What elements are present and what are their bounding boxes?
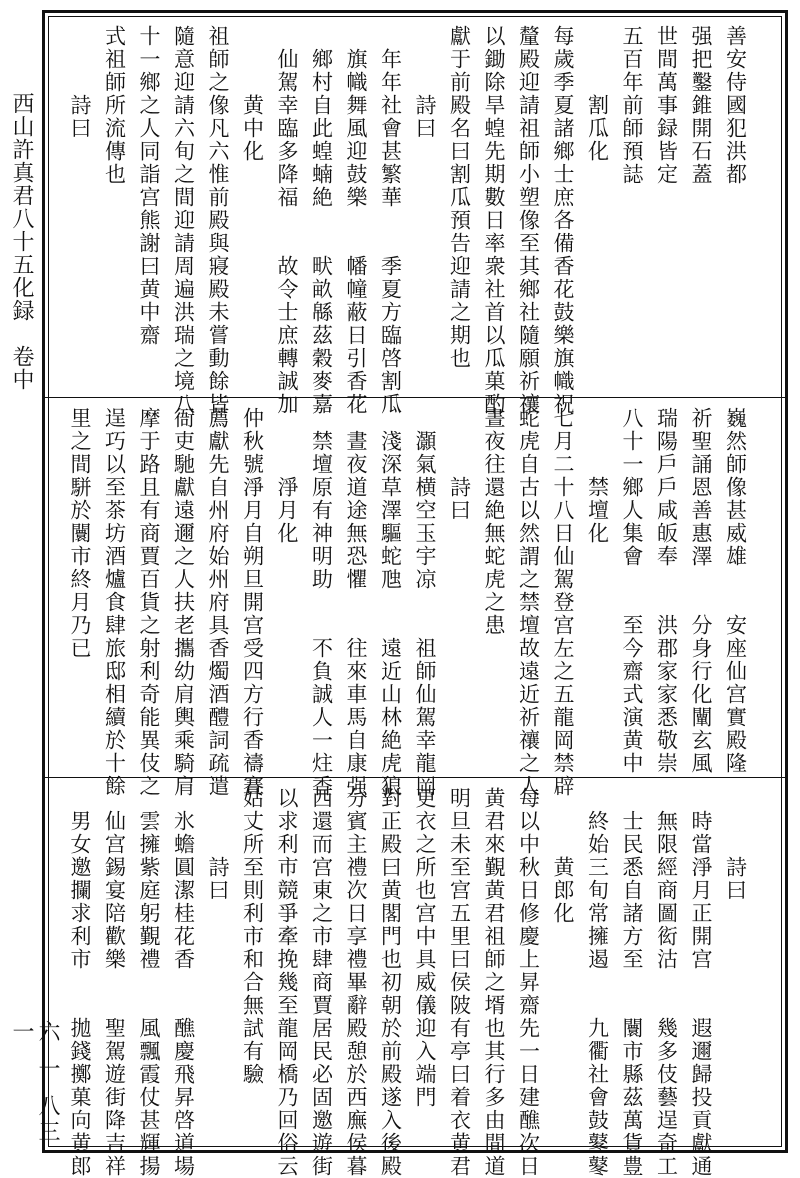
text-column: 善安侍國犯洪都 [723,25,748,186]
text-column: 以鋤除旱蝗先期數日率衆社首以瓜菓酌 [482,25,506,416]
text-column: 淨月化 [275,407,299,545]
text-column: 士民悉自諸方至 闤市縣茲萬貨豊 [620,787,644,1178]
text-column: 禁壇化 [585,407,610,545]
text-column: 强把鑿錐開石蓋 [689,25,713,186]
text-column: 年年社會甚繁華 季夏方臨啓割瓜 [378,25,403,416]
text-column: 姑丈所至則利市和合無試有驗 [240,787,265,1086]
page-frame [42,10,788,1178]
text-column: 仲秋號淨月自朔旦開宫受四方行香禱賽 [240,407,265,798]
text-column: 雲擁紫庭躬覲禮 風飄霞仗甚輝揚 [137,787,161,1178]
text-column: 十一鄉之人同詣宫熊謝曰黄中齋 [137,25,161,347]
text-column: 晝夜往還絶無蛇虎之患 [482,407,506,637]
text-column: 祈聖誦恩善惠澤 分身行化闡玄風 [689,407,713,775]
text-column: 以求利市競爭牽挽幾至龍岡橋乃回俗云 [275,787,299,1178]
text-column: 詩曰 [447,407,472,522]
text-column: 巍然師像甚威雄 安座仙宫實殿隆 [723,407,748,775]
text-column: 黄郎化 [551,787,575,925]
text-column: 隨意迎請六旬之間迎請周遍洪瑞之境八 [171,25,196,416]
text-column: 每以中秋日修慶上昇齋先一日建醮次日 [516,787,541,1178]
text-column: 仙駕幸臨多降福 故令士庶轉誠加 [275,25,299,416]
text-column: 更衣之所也宫中具威儀迎入端門 [413,787,437,1109]
text-column: 灝氣横空玉宇凉 祖師仙駕幸龍岡 [413,407,437,798]
text-column: 世間萬事録皆定 [654,25,679,186]
text-column: 終始三旬常擁遏 九衢社會鼓鼕鼕 [585,787,610,1178]
text-column: 詩曰 [206,787,230,902]
text-column: 西還而宫東之市肆商賈居民必固邀遊街 [309,787,334,1178]
text-column: 式祖師所流傳也 [102,25,127,186]
text-column: 薦獻先自州府始州府具香燭酒醴詞疏遣 [206,407,230,798]
divider-bottom [45,777,785,778]
text-column: 割瓜化 [585,25,610,163]
panel-top [45,21,785,416]
text-column: 蛇虎自古以然謂之禁壇故遠近祈禳之人 [516,407,541,798]
text-column: 摩于路且有商賈百貨之射利奇能異伎之 [137,407,161,798]
text-column: 祖師之像凡六惟前殿與寢殿未嘗動餘皆 [206,25,230,416]
text-column: 明旦未至宫五里曰侯陂有亭曰着衣黄君 [447,787,472,1178]
text-column: 黄君來覲黄君祖師之壻也其行多由間道 [482,787,506,1178]
text-column: 淺深草澤驅蛇虺 遠近山林絶虎狼 [378,407,403,798]
text-column: 無限經商圖衒沽 幾多伎藝逞奇工 [654,787,679,1178]
text-column: 五百年前師預誌 [620,25,644,186]
text-column: 對正殿曰黄閣門也初朝於前殿遂入後殿 [378,787,403,1178]
panel-middle [45,403,785,798]
divider-top [45,397,785,398]
text-column: 詩曰 [413,25,437,140]
book-title: 西山許真君八十五化録 卷中 [9,92,34,391]
text-column: 氷蟾圓潔桂花香 醮慶飛昇啓道場 [171,787,196,1178]
text-column: 瑞陽戶戶咸皈奉 洪郡家家悉敬崇 [654,407,679,775]
text-column: 詩曰 [68,25,92,140]
text-column: 每歲季夏諸鄉士庶各備香花鼓樂旗幟祝 [551,25,575,416]
text-column: 分賓主禮次日享禮畢辭殿憩於西廡侯暮 [344,787,368,1178]
text-column: 黄中化 [240,25,265,163]
text-column: 男女邀攔求利市 拋錢擲菓向黄郎 [68,787,92,1178]
page-number: 六 一 八三一 [9,1020,60,1146]
text-column: 釐殿迎請祖師小塑像至其鄉社隨願祈禳 [516,25,541,416]
text-column: 七月二十八日仙駕登宫左之五龍岡禁辟 [551,407,575,798]
text-column: 衙吏馳獻遠邇之人扶老攜幼肩輿乘騎肩 [171,407,196,798]
text-column: 仙宫錫宴陪歡樂 聖駕遊街降吉祥 [102,787,127,1178]
text-column: 詩曰 [723,787,748,902]
text-column: 禁壇原有神明助 不負誠人一炷香 [309,407,334,798]
margin-sidebar [0,0,60,1163]
text-column: 里之間駢於闤市終月乃已 [68,407,92,660]
text-column: 逞巧以至茶坊酒爐食肆旅邸相續於十餘 [102,407,127,798]
text-column: 旗幟舞風迎鼓樂 幡幢蔽日引香花 [344,25,368,416]
text-column: 八十一鄉人集會 至今齋式演黄中 [620,407,644,775]
text-column: 時當淨月正開宫 遐邇歸投貢獻通 [689,787,713,1178]
text-column: 獻于前殿名曰割瓜預告迎請之期也 [447,25,472,370]
panel-bottom [45,783,785,1178]
text-column: 晝夜道途無恐懼 往來車馬自康强 [344,407,368,798]
text-column: 鄉村自此蝗蝻絶 畎畝緜茲穀麥嘉 [309,25,334,416]
